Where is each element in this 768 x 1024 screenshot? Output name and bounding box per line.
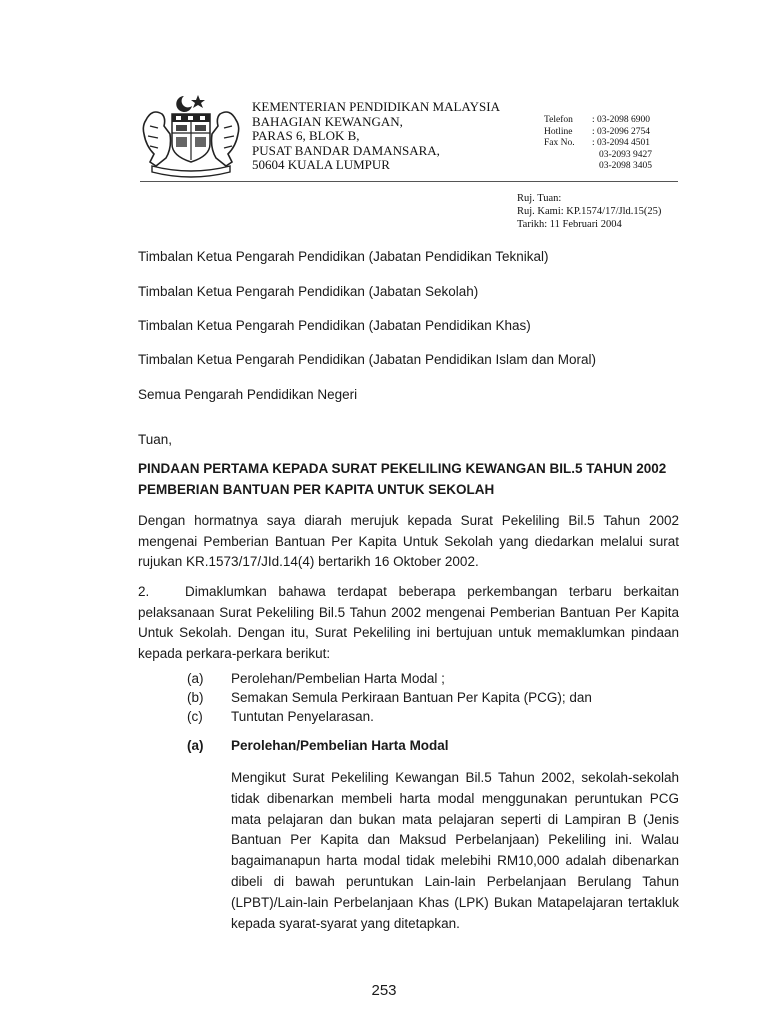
subject-heading: PINDAAN PERTAMA KEPADA SURAT PEKELILING KEWANGAN BIL.5 TAHUN 2002 PEMBERIAN BANTUAN PER KAPITA UNTUK SEKOLAH <box>138 461 667 497</box>
salutation: Tuan, <box>138 432 173 447</box>
section-a-text: Mengikut Surat Pekeliling Kewangan Bil.5 Tahun 2002, sekolah-sekolah tidak dibenarkan membeli harta modal menggunakan peruntukan PCG mata pelajaran dan bukan mata pelajaran seperti di Lampiran B (Jenis Bantuan Per Kapita dan Maksud Perbelanjaan) Pekeliling ini. Walau bagaimanapun harta modal tidak melebihi RM10,000 adalah dibenarkan dibeli di bawah peruntukan Lain-lain Perbelanjaan Berulang Tahun (LPBT)/Lain-lain Perbelanjaan Khas (LPK) Bukan Matapelajaran tertakluk kepada syarat-syarat yang ditetapkan. <box>231 770 679 931</box>
list-item-text: Tuntutan Penyelarasan. <box>231 709 374 724</box>
contact-row <box>544 150 652 162</box>
contact-value: 03-2098 3405 <box>599 161 653 171</box>
list-item-text: Perolehan/Pembelian Harta Modal ; <box>231 671 445 686</box>
paragraph-number: 2. <box>138 584 150 599</box>
list-item-text: Semakan Semula Perkiraan Bantuan Per Kapita (PCG); dan <box>231 690 592 705</box>
list-item-label: (b) <box>187 690 204 705</box>
coat-of-arms-icon <box>138 90 244 178</box>
paragraph-2 <box>138 582 679 664</box>
paragraph-2-text: Dimaklumkan bahawa terdapat beberapa perkembangan terbaru berkaitan pelaksanaan Surat Pekeliling Bil.5 Tahun 2002 mengenai Pemberian Bantuan Per Kapita Untuk Sekolah. Dengan itu, Surat Pekeliling ini bertujuan untuk memaklumkan pindaan kepada perkara-perkara berikut: <box>138 584 679 661</box>
section-title: Perolehan/Pembelian Harta Modal <box>231 738 449 753</box>
contact-value: : 03-2098 6900 <box>592 115 651 125</box>
ruj-tuan: Ruj. Tuan: <box>517 193 562 204</box>
ruj-kami: Ruj. Kami: KP.1574/17/Jld.15(25) <box>517 206 662 217</box>
contact-value: : 03-2096 2754 <box>592 126 651 137</box>
contact-value: : 03-2094 4501 <box>592 138 651 148</box>
recipient-line: Timbalan Ketua Pengarah Pendidikan (Jabatan Pendidikan Khas) <box>138 318 531 333</box>
contact-row <box>544 161 652 173</box>
recipient-line: Semua Pengarah Pendidikan Negeri <box>138 387 358 402</box>
contact-row <box>544 138 652 150</box>
tarikh: Tarikh: 11 Februari 2004 <box>517 219 622 230</box>
ministry-line: PUSAT BANDAR DAMANSARA, <box>252 142 440 158</box>
contact-row <box>544 115 652 127</box>
contact-label <box>544 161 592 173</box>
section-label: (a) <box>187 738 204 753</box>
reference-block <box>517 192 661 231</box>
list-item <box>187 688 592 707</box>
letterhead-divider <box>140 181 678 182</box>
paragraph-1: Dengan hormatnya saya diarah merujuk kepada Surat Pekeliling Bil.5 Tahun 2002 mengenai Pemberian Bantuan Per Kapita Untuk Sekolah yang diedarkan melalui surat rujukan KR.1573/17/JId.14(4) bertarikh 16 Oktober 2002. <box>138 513 679 569</box>
list-item <box>187 669 592 688</box>
ministry-line: 50604 KUALA LUMPUR <box>252 157 390 172</box>
contact-value: 03-2093 9427 <box>599 149 653 160</box>
page-number: 253 <box>371 982 397 999</box>
recipient-line: Timbalan Ketua Pengarah Pendidikan (Jabatan Sekolah) <box>138 284 479 299</box>
list-item-label: (c) <box>187 709 203 724</box>
amendment-list <box>187 669 592 726</box>
ministry-line: KEMENTERIAN PENDIDIKAN MALAYSIA <box>252 99 500 114</box>
ministry-line: BAHAGIAN KEWANGAN, <box>252 113 403 129</box>
ministry-line: PARAS 6, BLOK B, <box>252 128 360 143</box>
contact-row <box>544 127 652 139</box>
section-a-heading <box>187 738 449 753</box>
contact-block <box>544 115 652 173</box>
list-item-label: (a) <box>187 671 204 686</box>
contact-label: Fax No. <box>544 138 575 148</box>
recipient-line: Timbalan Ketua Pengarah Pendidikan (Jabatan Pendidikan Islam dan Moral) <box>138 352 597 367</box>
ministry-address <box>252 100 500 173</box>
contact-label: Hotline <box>544 126 573 137</box>
list-item <box>187 707 592 726</box>
contact-label <box>544 150 592 162</box>
recipient-line: Timbalan Ketua Pengarah Pendidikan (Jabatan Pendidikan Teknikal) <box>138 249 549 264</box>
contact-label: Telefon <box>544 115 573 125</box>
